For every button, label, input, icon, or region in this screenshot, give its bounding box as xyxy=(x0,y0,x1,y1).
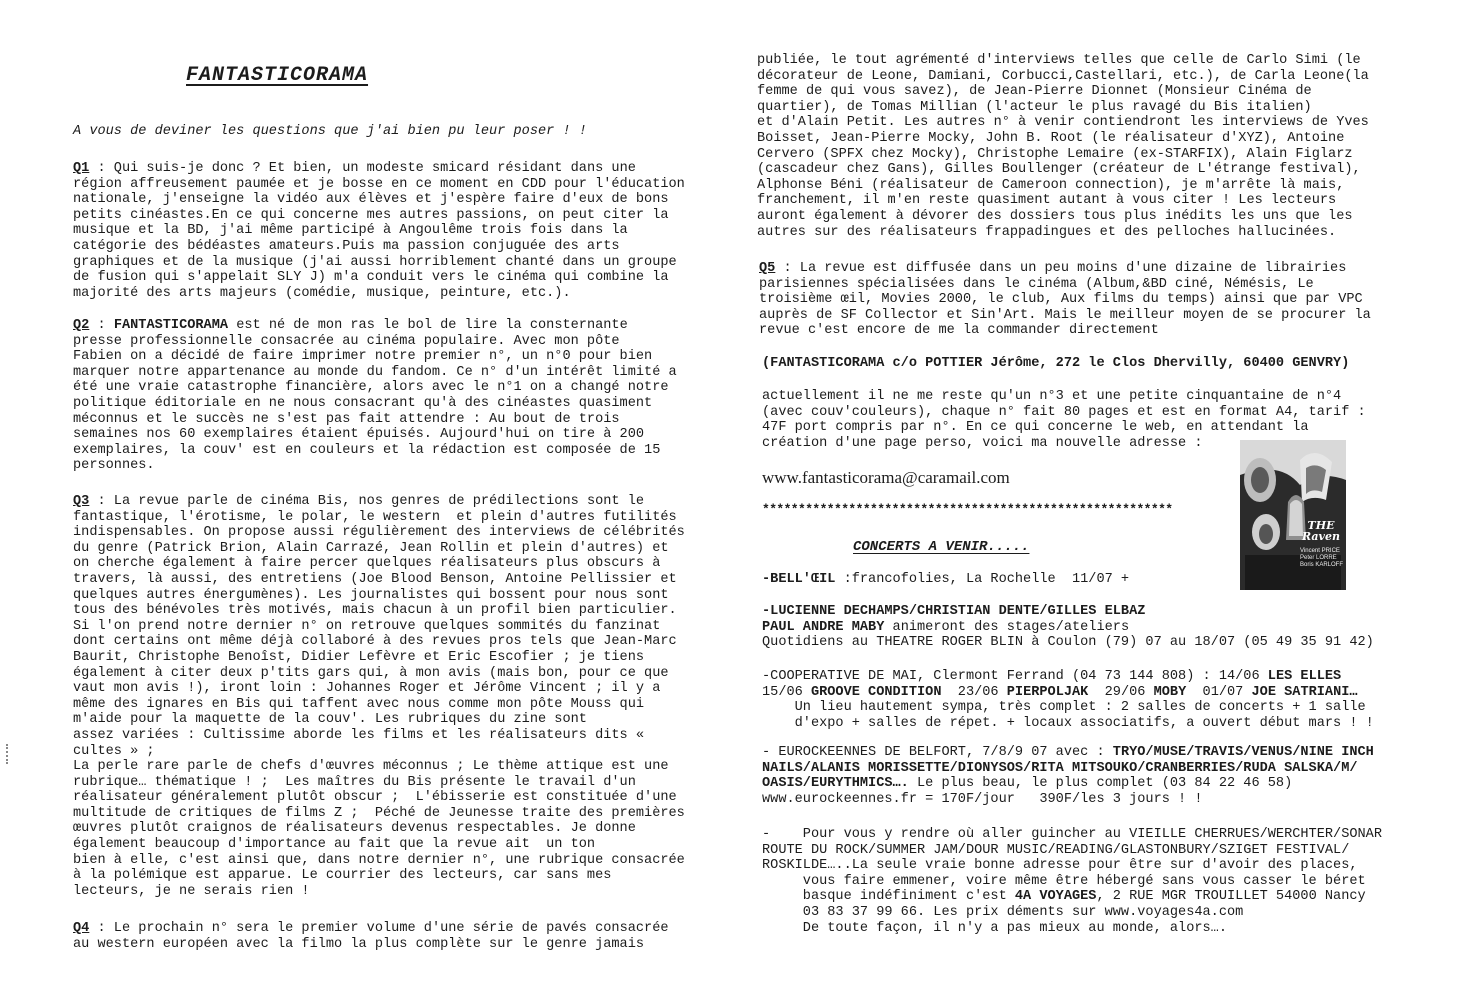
voyages-text-a: - Pour vous y rendre où aller guincher au VIEILLE CHERRUES/WERCHTER/SONAR ROUTE DU ROCK/SUMMER JAM/DOUR MUSIC/READING/GLASTONBURY/SZIGET FESTIVAL/ ROSKILDE…..La seule vraie bonne adresse pour être sur d'avoir des places, vous faire emmener, voire même être hébergé sans vous casser le béret basque indéfiniment c'est xyxy=(762,827,1382,905)
coop-pierpoljak: PIERPOLJAK xyxy=(1006,684,1089,700)
answer-q1 xyxy=(73,161,685,301)
asterisk-divider: ********************************************************* xyxy=(762,502,1173,517)
concert-eurockeennes xyxy=(762,745,1374,807)
intro-line: A vous de deviner les questions que j'ai bien pu leur poser ! ! xyxy=(73,124,587,139)
answer-q4 xyxy=(73,921,669,952)
lucienne-line3: Quotidiens au THEATRE ROGER BLIN à Coulon (79) 07 au 18/07 (05 49 35 91 42) xyxy=(762,635,1374,651)
q2-zine-name: FANTASTICORAMA xyxy=(113,318,229,333)
answer-q5 xyxy=(759,261,1371,339)
q4-text: : Le prochain n° sera le premier volume d'une série de pavés consacrée au western européen avec la filmo la plus complète sur le genre jamais xyxy=(73,921,669,952)
q1-label: Q1 xyxy=(73,161,90,176)
q3-label: Q3 xyxy=(73,494,90,509)
euro-text-c: Le plus beau, le plus complet (03 84 22 46 58) www.eurockeennes.fr = 170F/jour 390F/les 3 jours ! ! xyxy=(762,776,1293,807)
coop-les-elles: LES ELLES xyxy=(1267,669,1342,684)
postal-address: (FANTASTICORAMA c/o POTTIER Jérôme, 272 le Clos Dhervilly, 60400 GENVRY) xyxy=(762,356,1350,371)
q1-text: : Qui suis-je donc ? Et bien, un modeste smicard résidant dans une région affreusement paumée et je bosse en ce moment en CDD pour l'éducation nationale, j'enseigne la vidéo aux élèves et j'espère faire d'eux de bons petits cinéastes.En ce qui concerne mes autres passions, on peut citer la musique et la BD, j'ai même participé à Angoulême trois fois dans la catégorie des bédéastes amateurs.Puis ma passion conjuguée des arts graphiques et de la musique (j'ai aussi horriblement chanté dans un groupe de fusion qui s'appelait SLY J) m'a conduit vers le cinéma qui combine la majorité des arts majeurs (comédie, musique, peinture, etc.). xyxy=(73,161,685,301)
concert-lucienne xyxy=(762,604,1374,651)
answer-q3 xyxy=(73,494,685,899)
concert-4a-voyages xyxy=(762,827,1382,936)
q5-label: Q5 xyxy=(759,261,776,276)
answer-q4-continued: publiée, le tout agrémenté d'interviews telles que celle de Carlo Simi (le décorateur de Leone, Damiani, Corbucci,Castellari, etc.), de Carla Leone(la femme de qui vous savez), de Jean-Pierre Dionnet (Monsieur Cinéma de quartier), de Tomas Millian (l'acteur le plus ravagé du Bis italien) et d'Alain Petit. Les autres n° à venir contiendront les interviews de Yves Boisset, Jean-Pierre Mocky, John B. Root (le réalisateur d'XYZ), Antoine Cervero (SPFX chez Mocky), Christophe Lemaire (ex-STARFIX), Alain Figlarz (cascadeur chez Gans), Gilles Boullenger (créateur de L'étrange festival), Alphonse Béni (réalisateur de Cameroon connection), je m'arrête là mais, franchement, il m'en reste quasiment autant à vous citer ! Les lecteurs auront également à dévorer des dossiers tous plus inédits les uns que les autres sur des réalisateurs frappadingues et des pelloches hallucinées. xyxy=(757,53,1369,240)
belloeil-text: :francofolies, La Rochelle 11/07 + xyxy=(835,572,1130,587)
coop-joe-satriani: JOE SATRIANI… xyxy=(1251,684,1358,700)
concert-belloeil xyxy=(762,572,1129,588)
euro-lineup-3: OASIS/EURYTHMICS…. xyxy=(762,776,909,792)
voyages-name: 4A VOYAGES xyxy=(1014,889,1097,905)
coop-text-d: 23/06 xyxy=(941,684,1007,700)
lucienne-line2: animeront des stages/ateliers xyxy=(884,619,1130,635)
poster-title: THE Raven xyxy=(1302,519,1340,543)
poster-credits: Vincent PRICE Peter LORRE Boris KARLOFF xyxy=(1300,548,1344,568)
website-address: www.fantasticorama@caramail.com xyxy=(762,468,1010,487)
q5-text: : La revue est diffusée dans un peu moins d'une dizaine de librairies parisiennes spécialisées dans le cinéma (Album,&BD ciné, Némésis, Le troisième œil, Movies 2000, le club, Aux films du temps) ainsi que par VPC auprès de SF Collector et Sin'Art. Mais le meilleur moyen de se procurer la revue c'est encore de me la commander directement xyxy=(759,261,1371,339)
concerts-heading: CONCERTS A VENIR..... xyxy=(853,539,1030,555)
coop-description: Un lieu hautement sympa, très complet : 2 salles de concerts + 1 salle d'expo + salles de répet. + locaux associatifs, a ouvert début mars ! ! xyxy=(794,700,1374,731)
coop-text-f: 01/07 xyxy=(1186,684,1252,700)
q3-text: : La revue parle de cinéma Bis, nos genres de prédilections sont le fantastique, l'érotisme, le polar, le western et plein d'autres futilités indispensables. On propose aussi régulièrement des interviews de célébrités du genre (Patrick Brion, Alain Carrazé, Jean Rollin et plein d'autres) et on cherche également à faire percer quelques réalisateurs plus obscurs à travers, là aussi, des entretiens (Joe Blood Benson, Antoine Pellissier et quelques autres énergumènes). Les journalistes qui bossent pour nous sont tous des bénévoles très motivés, mais chacun à un profil bien particulier. Si l'on prend notre dernier n° on retrouve quelques sommités du fanzinat dont certains ont même déjà collaboré à des revues pros tels que Jean-Marc Baurit, Christophe Benoîst, Didier Lefèvre et Eric Escofier ; je tiens également à citer deux p'tits gars qui, à mon avis (mais bon, pour ce que vaut mon avis !), iront loin : Johannes Roger et Jérôme Vincent ; il y a même des ignares en Bis qui taffent avec nous comme mon pôte Mouss qui m'aide pour la maquette de la couv'. Les rubriques du zine sont assez variées : Cultissime aborde les films et les réalisateurs dits « cultes » ; La perle rare parle de chefs d'œuvres méconnus ; Le thème attique est une rubrique… thématique ! ; Les maîtres du Bis présente le travail d'un réalisateur généralement plutôt obscur ; L'ébisserie est constituée d'une multitude de critiques de films Z ; Péché de Jeunesse traite des premières œuvres plutôt craignos de réalisateurs devenus respectables. Je donne également beaucoup d'importance au fait que la revue ait un ton bien à elle, c'est ainsi que, dans notre dernier n°, une rubrique consacrée à la polémique est apparue. Le courrier des lecteurs, car sans mes lecteurs, je ne serais rien ! xyxy=(73,494,685,899)
euro-text-a: - EUROCKEENNES DE BELFORT, 7/8/9 07 avec : xyxy=(762,745,1113,760)
q2-label: Q2 xyxy=(73,318,90,333)
euro-lineup-1: TRYO/MUSE/TRAVIS/VENUS/NINE INCH xyxy=(1112,745,1374,760)
lucienne-line1: -LUCIENNE DECHAMPS/CHRISTIAN DENTE/GILLES ELBAZ xyxy=(762,604,1146,619)
coop-text-e: 29/06 xyxy=(1088,684,1154,700)
q4-label: Q4 xyxy=(73,921,90,936)
lucienne-line2-bold: PAUL ANDRE MABY xyxy=(762,619,885,635)
zine-title: FANTASTICORAMA xyxy=(186,64,369,87)
concert-cooperative xyxy=(762,669,1374,731)
coop-groove-condition: GROOVE CONDITION xyxy=(810,684,942,700)
answer-q2: Q2 : FANTASTICORAMA est né de mon ras le bol de lire la consternante presse professionnelle consacrée au cinéma populaire. Avec mon pôte Fabien on a décidé de faire imprimer notre premier n°, un n°0 pour bien marquer notre appartenance au monde du fandom. Ce n° d'un intérêt limité a été une vraie catastrophe financière, alors avec le n°1 on a changé notre politique éditoriale en ne nous consacrant qu'à des cinéastes quasiment méconnus et le succès ne s'est pas fait attendre : Au bout de trois semaines nos 60 exemplaires étaient épuisés. Aujourd'hui on tire à 200 exemplaires, la couv' est en couleurs et la rédaction est composée de 15 personnes. xyxy=(73,318,677,474)
coop-moby: MOBY xyxy=(1153,684,1187,700)
coop-text-c: 15/06 xyxy=(762,684,811,700)
belloeil-name: -BELL'ŒIL xyxy=(762,572,836,587)
voyages-text-c: , 2 RUE MGR TROUILLET 54000 Nancy 03 83 37 99 66. Les prix déments sur www.voyages4a.com De toute façon, il n'y a pas mieux au monde, alors…. xyxy=(802,889,1366,936)
the-raven-poster xyxy=(1240,440,1346,590)
stock-and-web-text: actuellement il ne me reste qu'un n°3 et une petite cinquantaine de n°4 (avec couv'couleurs), chaque n° fait 80 pages et est en format A4, tarif : 47F port compris par n°. En ce qui concerne le web, en attendant la création d'une page perso, voici ma nouvelle adresse : xyxy=(762,389,1366,451)
coop-text-a: -COOPERATIVE DE MAI, Clermont Ferrand (04 73 144 808) : 14/06 xyxy=(762,669,1268,684)
q2-text: est né de mon ras le bol de lire la consternante presse professionnelle consacrée au cinéma populaire. Avec mon pôte Fabien on a décidé de faire imprimer notre premier n°, un n°0 pour bien marquer notre appartenance au monde du fandom. Ce n° d'un intérêt limité a été une vraie catastrophe financière, alors avec le n°1 on a changé notre politique éditoriale en ne nous consacrant qu'à des cinéastes quasiment méconnus et le succès ne s'est pas fait attendre : Au bout de trois semaines nos 60 exemplaires étaient épuisés. Aujourd'hui on tire à 200 exemplaires, la couv' est en couleurs et la rédaction est composée de 15 personnes. xyxy=(73,318,677,474)
euro-lineup-2: NAILS/ALANIS MORISSETTE/DIONYSOS/RITA MITSOUKO/CRANBERRIES/RUDA SALSKA/M/ xyxy=(762,760,1358,776)
